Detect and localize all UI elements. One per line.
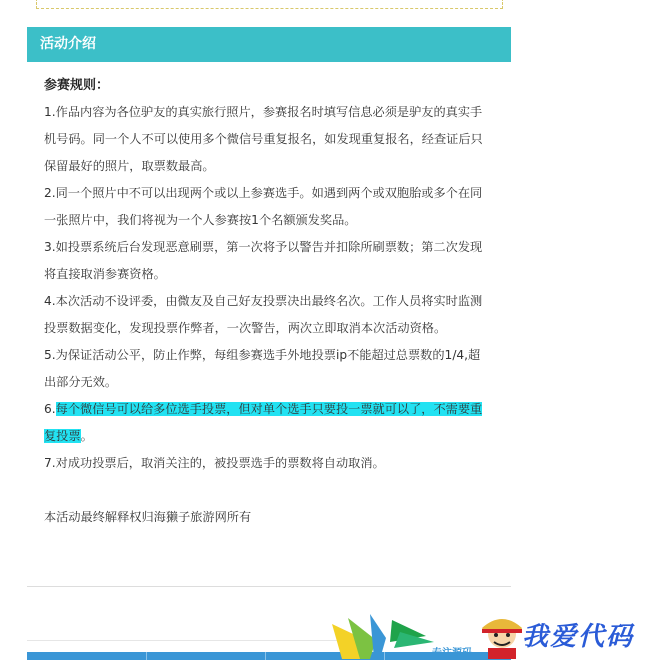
rules-title: 参赛规则：	[44, 78, 110, 93]
rules-content	[44, 70, 489, 531]
rule-1: 1.作品内容为各位驴友的真实旅行照片，参赛报名时填写信息必须是驴友的真实手机号码。同一个人不可以使用多个微信号重复报名，如发现重复报名，经查证后只保留最好的照片，取票数最高。	[44, 105, 483, 173]
rule-6-highlighted-text: 每个微信号可以给多位选手投票，但对单个选手只要投一票就可以了，不需要重复投票	[44, 402, 483, 443]
watermark-subtext: 专注源码	[432, 648, 472, 659]
rule-7: 7.对成功投票后，取消关注的，被投票选手的票数将自动取消。	[44, 456, 385, 470]
rule-6-suffix: 。	[80, 429, 93, 443]
rule-3: 3.如投票系统后台发现恶意刷票，第一次将予以警告并扣除所刷票数；第二次发现将直接取消参赛资格。	[44, 240, 483, 281]
rule-5: 5.为保证活动公平，防止作弊，每组参赛选手外地投票ip不能超过总票数的1/4,超出部分无效。	[44, 348, 481, 389]
top-dotted-box	[36, 0, 503, 9]
rule-4: 4.本次活动不设评委，由微友及自己好友投票决出最终名次。工作人员将实时监测投票数据变化，发现投票作弊者，一次警告，两次立即取消本次活动资格。	[44, 294, 483, 335]
section-title: 活动介绍	[40, 36, 96, 52]
rule-6	[44, 396, 489, 450]
bottom-divider	[27, 640, 357, 641]
content-divider	[27, 586, 511, 587]
rule-2: 2.同一个照片中不可以出现两个或以上参赛选手。如遇到两个或双胞胎或多个在同一张照片中，我们将视为一个人参赛按1个名额颁发奖品。	[44, 186, 483, 227]
footer-note: 本活动最终解释权归海獭子旅游网所有	[44, 510, 252, 524]
section-header-activity-intro	[27, 27, 511, 62]
watermark-text: 我爱代码	[522, 622, 635, 652]
rule-6-number: 6.	[44, 402, 56, 416]
